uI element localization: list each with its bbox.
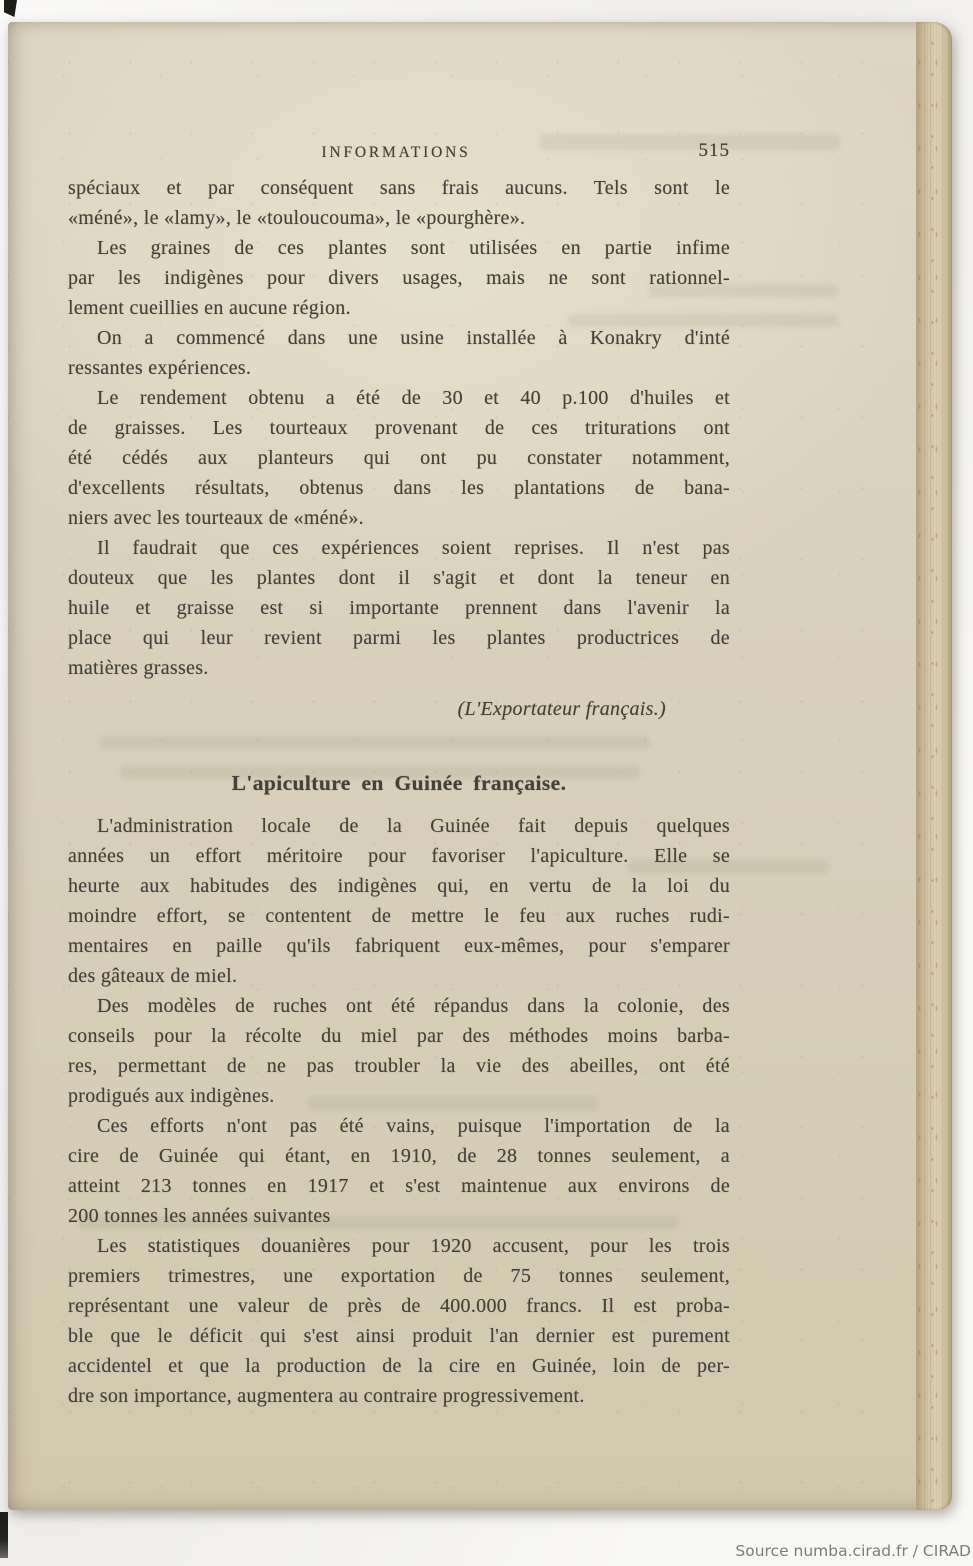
text-line: premiers trimestres, une exportation de 75 tonnes seulement, (68, 1265, 730, 1287)
paragraph (68, 233, 730, 323)
text-line: Des modèles de ruches ont été répandus dans la colonie, des (97, 995, 730, 1017)
text-line: représentant une valeur de près de 400.000 francs. Il est proba- (68, 1295, 730, 1317)
text-line: d'excellents résultats, obtenus dans les plantations de bana- (68, 477, 730, 499)
paragraph (68, 811, 730, 991)
page-number: 515 (698, 140, 730, 161)
page-text-area (68, 22, 730, 1510)
scan-artifact-bottom-left (0, 1512, 8, 1558)
text-line: lement cueillies en aucune région. (68, 297, 351, 319)
paragraph (68, 173, 730, 233)
text-line: par les indigènes pour divers usages, mais ne sont rationnel- (68, 267, 730, 289)
text-line: L'administration locale de la Guinée fait depuis quelques (97, 815, 730, 837)
text-line: spéciaux et par conséquent sans frais aucuns. Tels sont le (68, 177, 730, 199)
paragraph (68, 383, 730, 533)
text-line: Les statistiques douanières pour 1920 accusent, pour les trois (97, 1235, 730, 1257)
text-line: heurte aux habitudes des indigènes qui, en vertu de la loi du (68, 875, 730, 897)
text-line: mentaires en paille qu'ils fabriquent eux-mêmes, pour s'emparer (68, 935, 730, 957)
page-fore-edge (916, 22, 952, 1510)
text-line: de graisses. Les tourteaux provenant de ces triturations ont (68, 417, 730, 439)
fore-edge-speckles (917, 22, 952, 1510)
text-line: été cédés aux planteurs qui ont pu constater notamment, (68, 447, 730, 469)
text-line: cire de Guinée qui étant, en 1910, de 28 tonnes seulement, a (68, 1145, 730, 1167)
text-line: On a commencé dans une usine installée à Konakry d'inté (97, 327, 730, 349)
paragraph (68, 533, 730, 683)
text-line: res, permettant de ne pas troubler la vie des abeilles, ont été (68, 1055, 730, 1077)
paragraph (68, 1231, 730, 1411)
text-line: huile et graisse est si importante prennent dans l'avenir la (68, 597, 730, 619)
text-line: atteint 213 tonnes en 1917 et s'est maintenue aux environs de (68, 1175, 730, 1197)
text-line: des gâteaux de miel. (68, 965, 238, 987)
text-line: Ces efforts n'ont pas été vains, puisque l'importation de la (97, 1115, 730, 1137)
text-line: niers avec les tourteaux de «méné». (68, 507, 364, 529)
text-line: «méné», le «lamy», le «touloucouma», le «pourghère». (68, 207, 526, 229)
running-title: INFORMATIONS (321, 144, 471, 161)
paragraph (68, 991, 730, 1111)
source-credit: Source numba.cirad.fr / CIRAD (735, 1542, 971, 1560)
text-line: accidentel et que la production de la cire en Guinée, loin de per- (68, 1355, 730, 1377)
text-line: ressantes expériences. (68, 357, 252, 379)
text-line: ble que le déficit qui s'est ainsi produit l'an dernier est purement (68, 1325, 730, 1347)
text-line: douteux que les plantes dont il s'agit et dont la teneur en (68, 567, 730, 589)
paragraph (68, 323, 730, 383)
text-line: moindre effort, se contentent de mettre le feu aux ruches rudi- (68, 905, 730, 927)
scan-artifact-top-left (4, 0, 17, 17)
text-line: place qui leur revient parmi les plantes productrices de (68, 627, 730, 649)
text-line: conseils pour la récolte du miel par des méthodes moins barba- (68, 1025, 730, 1047)
article-body (68, 173, 730, 1411)
text-line: 200 tonnes les années suivantes (68, 1205, 331, 1227)
text-line: dre son importance, augmentera au contraire progressivement. (68, 1385, 585, 1407)
text-line: années un effort méritoire pour favoriser l'apiculture. Elle se (68, 845, 730, 867)
text-line: Les graines de ces plantes sont utilisées en partie infime (97, 237, 730, 259)
paragraph (68, 1111, 730, 1231)
book-page (8, 22, 952, 1510)
running-header (68, 138, 730, 168)
text-line: matières grasses. (68, 657, 209, 679)
text-line: prodigués aux indigènes. (68, 1085, 275, 1107)
text-line: Il faudrait que ces expériences soient reprises. Il n'est pas (97, 537, 730, 559)
section-heading: L'apiculture en Guinée française. (231, 771, 567, 795)
source-attribution: (L'Exportateur français.) (457, 698, 666, 720)
text-line: Le rendement obtenu a été de 30 et 40 p.100 d'huiles et (97, 387, 730, 409)
